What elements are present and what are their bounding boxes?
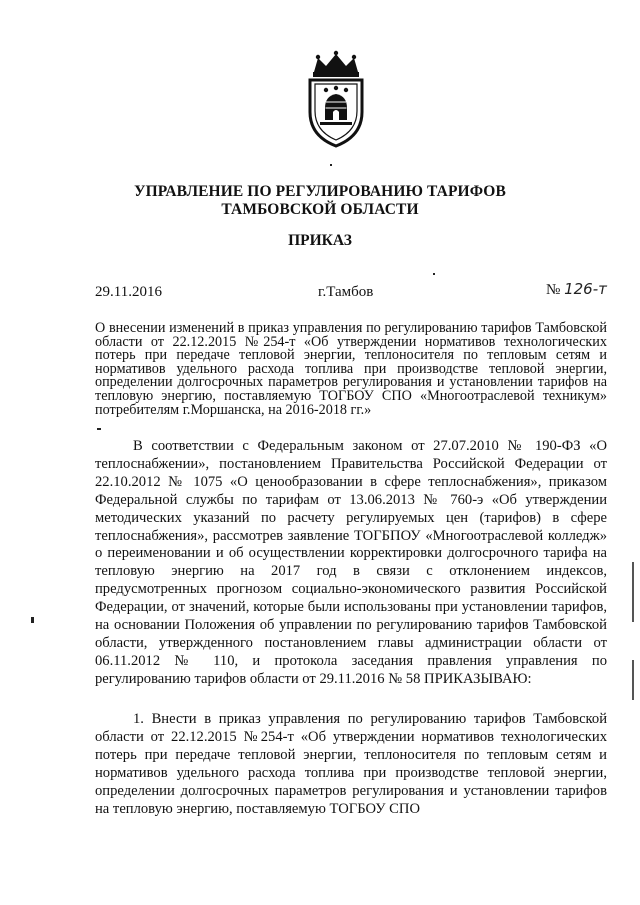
scan-edge-line (632, 562, 634, 622)
number-prefix: № (546, 282, 561, 298)
preamble-paragraph: В соответствии с Федеральным законом от 27.07.2010 № 190-ФЗ «О теплоснабжении», постановлением Правительства Российской Федерации от 22.10.2012 № 1075 «О ценообразовании в сфере теплоснабжения», приказом Федеральной службы по тарифам от 13.06.2013 № 760-э «Об утверждении методических указаний по расчету регулируемых цен (тарифов) в сфере теплоснабжения», рассмотрев заявление ТОГБПОУ «Многоотраслевой колледж» о переименовании и об осуществлении корректировки долгосрочного тарифа на тепловую энергию на 2017 год в связи с отклонением индексов, предусмотренных прогнозом социально-экономического развития Российской Федерации, от значений, которые были использованы при установлении тарифов, на основании Положения об управлении по регулированию тарифов Тамбовской области, утвержденного постановлением главы администрации области от 06.11.2012 № 110, и протокола заседания правления управления по регулированию тарифов области от 29.11.2016 № 58 ПРИКАЗЫВАЮ: (95, 438, 607, 687)
scan-speck (31, 617, 34, 623)
coat-of-arms-emblem (296, 50, 376, 150)
document-city: г.Тамбов (318, 284, 374, 300)
authority-title-line1: УПРАВЛЕНИЕ ПО РЕГУЛИРОВАНИЮ ТАРИФОВ (134, 183, 506, 200)
scan-edge-line (632, 660, 634, 700)
authority-title-line2: ТАМБОВСКОЙ ОБЛАСТИ (221, 201, 419, 218)
handwritten-number: 126-т (564, 280, 607, 298)
order-subject: О внесении изменений в приказ управления по регулированию тарифов Тамбовской области от 22.12.2015 №254-т «Об утверждении нормативов технологических потерь при передаче тепловой энергии, теплоносителя по тепловым сетям и нормативов удельного расхода топлива при производстве тепловой энергии, определении долгосрочных параметров регулирования и установлении тарифов на тепловую энергию, поставляемую ТОГБОУ СПО «Многоотраслевой техникум» потребителям г.Моршанска, на 2016-2018 гг.» (95, 320, 607, 418)
document-type-heading: ПРИКАЗ (288, 232, 352, 249)
scan-speck (433, 273, 435, 275)
scan-speck (330, 164, 332, 166)
document-number (546, 280, 607, 299)
scan-speck (97, 428, 101, 430)
clause-1-paragraph: 1. Внести в приказ управления по регулированию тарифов Тамбовской области от 22.12.2015 №254-т «Об утверждении нормативов технологических потерь при передаче тепловой энергии, теплоносителя по тепловым сетям и нормативов удельного расхода топлива при производстве тепловой энергии, определении долгосрочных параметров регулирования и установлении тарифов на тепловую энергию, поставляемую ТОГБОУ СПО (95, 711, 607, 817)
document-date: 29.11.2016 (95, 284, 162, 300)
